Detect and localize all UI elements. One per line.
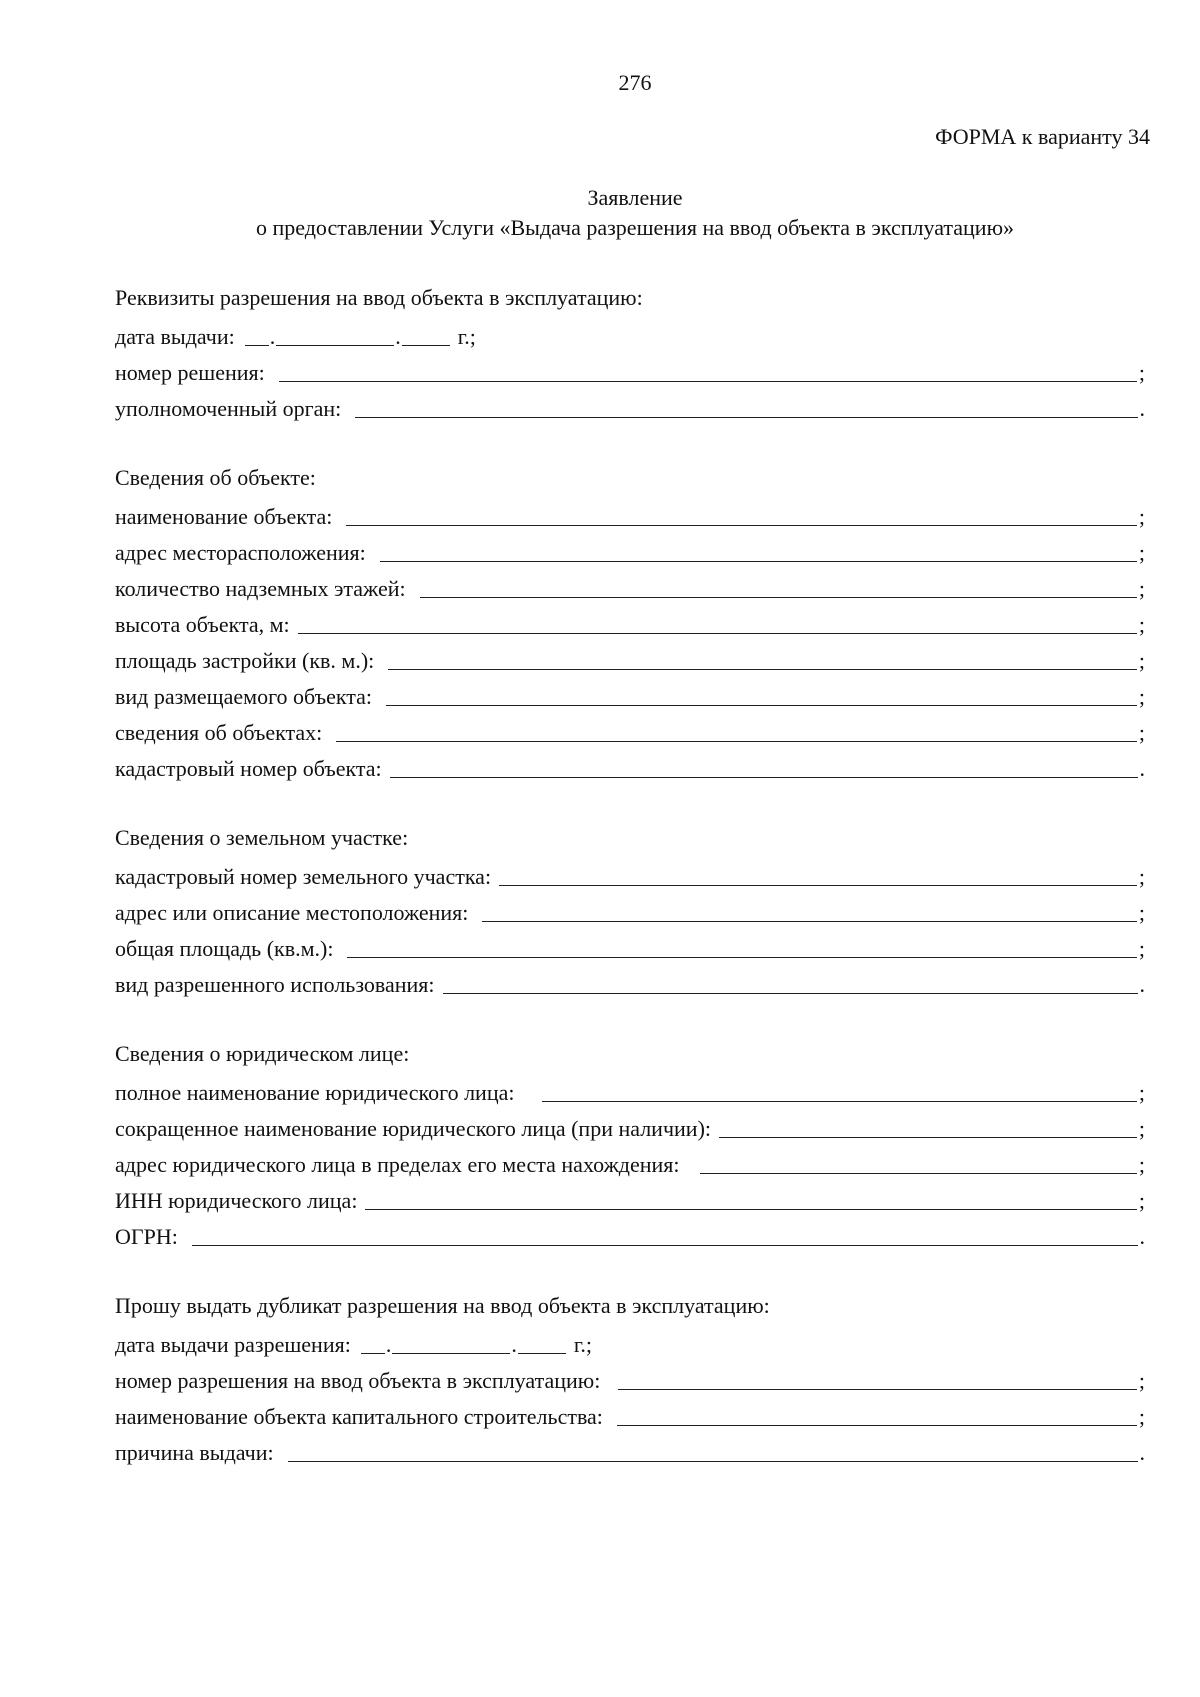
field-label: дата выдачи: — [115, 324, 235, 349]
line-end: ; — [1138, 1188, 1145, 1213]
field-label: наименование объекта: — [115, 504, 333, 529]
field-label: площадь застройки (кв. м.): — [115, 648, 375, 673]
object-section — [115, 460, 1145, 784]
authority-blank[interactable] — [355, 391, 1137, 418]
entity-address-blank[interactable] — [700, 1147, 1137, 1174]
land-use-row — [115, 964, 1145, 1000]
field-label: кадастровый номер земельного участка: — [115, 864, 492, 889]
permit-section — [115, 280, 1145, 424]
entity-short-name-row — [115, 1108, 1145, 1144]
floors-row — [115, 568, 1145, 604]
form-content — [115, 280, 1145, 1504]
line-end: . — [1139, 972, 1145, 997]
duplicate-object-name-row — [115, 1396, 1145, 1432]
entity-inn-blank[interactable] — [365, 1183, 1136, 1210]
line-end: . — [1139, 1224, 1145, 1249]
year-blank[interactable] — [402, 319, 450, 346]
year-suffix: г.; — [457, 324, 476, 349]
land-area-blank[interactable] — [347, 931, 1136, 958]
document-title — [0, 183, 1200, 243]
duplicate-issue-date-row — [115, 1324, 1145, 1360]
field-label: уполномоченный орган: — [115, 396, 342, 421]
field-label: наименование объекта капитального строительства: — [115, 1404, 603, 1429]
object-cadastral-blank[interactable] — [390, 751, 1138, 778]
line-end: ; — [1138, 1368, 1145, 1393]
objects-info-row — [115, 712, 1145, 748]
object-address-row — [115, 532, 1145, 568]
line-end: ; — [1138, 540, 1145, 565]
authority-row — [115, 388, 1145, 424]
line-end: . — [1139, 756, 1145, 781]
title-line-2: о предоставлении Услуги «Выдача разрешения на ввод объекта в эксплуатацию» — [255, 215, 1015, 240]
object-type-blank[interactable] — [386, 679, 1137, 706]
field-label: общая площадь (кв.м.): — [115, 936, 334, 961]
object-name-blank[interactable] — [346, 499, 1136, 526]
duplicate-permit-number-blank[interactable] — [618, 1363, 1137, 1390]
land-cadastral-blank[interactable] — [499, 859, 1137, 886]
line-end: ; — [1138, 864, 1145, 889]
field-label: количество надземных этажей: — [115, 576, 406, 601]
entity-inn-row — [115, 1180, 1145, 1216]
decision-number-row — [115, 352, 1145, 388]
field-label: номер решения: — [115, 360, 265, 385]
duplicate-permit-number-row — [115, 1360, 1145, 1396]
entity-ogrn-row — [115, 1216, 1145, 1252]
issue-date-row — [115, 316, 1145, 352]
field-label: сведения об объектах: — [115, 720, 323, 745]
date-separator: . — [511, 1332, 517, 1357]
field-label: сокращенное наименование юридического лица (при наличии): — [115, 1116, 712, 1141]
line-end: ; — [1138, 1152, 1145, 1177]
field-label: вид разрешенного использования: — [115, 972, 435, 997]
section-heading: Сведения о земельном участке: — [115, 825, 409, 850]
built-area-row — [115, 640, 1145, 676]
line-end: ; — [1138, 360, 1145, 385]
line-end: ; — [1138, 1404, 1145, 1429]
entity-section — [115, 1036, 1145, 1252]
duplicate-reason-row — [115, 1432, 1145, 1468]
duplicate-object-name-blank[interactable] — [617, 1399, 1137, 1426]
land-address-row — [115, 892, 1145, 928]
entity-address-row — [115, 1144, 1145, 1180]
field-label: кадастровый номер объекта: — [115, 756, 382, 781]
line-end: ; — [1138, 684, 1145, 709]
land-address-blank[interactable] — [482, 895, 1136, 922]
field-label: ОГРН: — [115, 1224, 178, 1249]
section-heading: Сведения о юридическом лице: — [115, 1041, 410, 1066]
field-label: дата выдачи разрешения: — [115, 1332, 351, 1357]
built-area-blank[interactable] — [388, 643, 1137, 670]
object-type-row — [115, 676, 1145, 712]
title-line-1: Заявление — [587, 185, 683, 210]
line-end: . — [1139, 396, 1145, 421]
land-cadastral-row — [115, 856, 1145, 892]
month-blank[interactable] — [392, 1327, 510, 1354]
land-area-row — [115, 928, 1145, 964]
line-end: ; — [1138, 900, 1145, 925]
month-blank[interactable] — [276, 319, 394, 346]
line-end: ; — [1138, 504, 1145, 529]
field-label: причина выдачи: — [115, 1440, 274, 1465]
year-suffix: г.; — [573, 1332, 592, 1357]
line-end: ; — [1138, 720, 1145, 745]
section-heading: Прошу выдать дубликат разрешения на ввод объекта в эксплуатацию: — [115, 1293, 770, 1318]
page-number: 276 — [618, 70, 652, 95]
day-blank[interactable] — [361, 1327, 385, 1354]
section-heading: Сведения об объекте: — [115, 465, 316, 490]
form-reference: ФОРМА к варианту 34 — [935, 124, 1150, 149]
day-blank[interactable] — [245, 319, 269, 346]
line-end: ; — [1138, 648, 1145, 673]
field-label: полное наименование юридического лица: — [115, 1080, 515, 1105]
objects-info-blank[interactable] — [336, 715, 1137, 742]
object-name-row — [115, 496, 1145, 532]
line-end: ; — [1138, 936, 1145, 961]
field-label: адрес месторасположения: — [115, 540, 366, 565]
line-end: ; — [1138, 576, 1145, 601]
date-separator: . — [395, 324, 401, 349]
land-section — [115, 820, 1145, 1000]
entity-ogrn-blank[interactable] — [192, 1219, 1138, 1246]
entity-full-name-row — [115, 1072, 1145, 1108]
entity-short-name-blank[interactable] — [719, 1111, 1137, 1138]
field-label: ИНН юридического лица: — [115, 1188, 358, 1213]
land-use-blank[interactable] — [443, 967, 1138, 994]
section-heading: Реквизиты разрешения на ввод объекта в эксплуатацию: — [115, 285, 643, 310]
decision-number-blank[interactable] — [279, 355, 1137, 382]
duplicate-reason-blank[interactable] — [288, 1435, 1138, 1462]
field-label: адрес или описание местоположения: — [115, 900, 469, 925]
date-separator: . — [269, 324, 276, 349]
date-separator: . — [385, 1332, 392, 1357]
field-label: высота объекта, м: — [115, 612, 290, 637]
duplicate-section — [115, 1288, 1145, 1468]
entity-full-name-blank[interactable] — [542, 1075, 1136, 1102]
line-end: ; — [1138, 1116, 1145, 1141]
object-cadastral-row — [115, 748, 1145, 784]
height-row — [115, 604, 1145, 640]
line-end: ; — [1138, 1080, 1145, 1105]
field-label: вид размещаемого объекта: — [115, 684, 372, 709]
floors-blank[interactable] — [420, 571, 1137, 598]
object-address-blank[interactable] — [380, 535, 1137, 562]
field-label: адрес юридического лица в пределах его места нахождения: — [115, 1152, 680, 1177]
line-end: ; — [1138, 612, 1145, 637]
height-blank[interactable] — [298, 607, 1137, 634]
year-blank[interactable] — [518, 1327, 566, 1354]
line-end: . — [1139, 1440, 1145, 1465]
field-label: номер разрешения на ввод объекта в эксплуатацию: — [115, 1368, 601, 1393]
